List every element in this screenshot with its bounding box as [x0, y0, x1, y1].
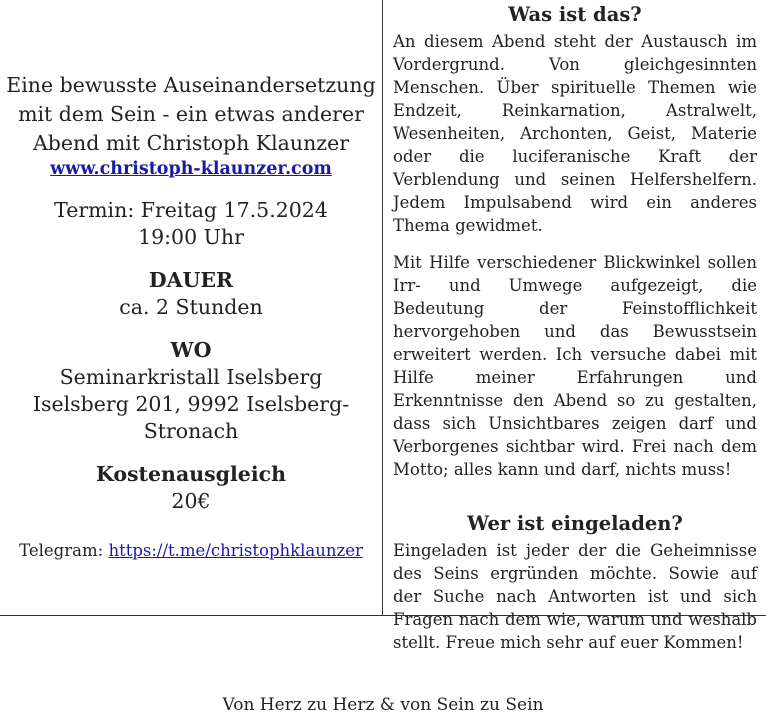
website-link[interactable]: www.christoph-klaunzer.com: [50, 159, 332, 179]
duration-section: [0, 267, 382, 321]
event-intro: Eine bewusste Auseinandersetzung mit dem Sein - ein etwas anderer Abend mit Christoph Klaunzer: [6, 73, 376, 155]
what-is-it-paragraph: An diesem Abend steht der Austausch im Vordergrund. Von gleichgesinnten Menschen. Über spirituelle Themen wie Endzeit, Reinkarnation, Astralwelt, Wesenheiten, Archonten, Geist, Materie oder die luciferanische Kraft der Verblendung und seinen Helfershelfern. Jedem Impulsabend wird ein anderes Thema gewidmet.: [393, 32, 757, 235]
cost-section: [0, 461, 382, 515]
perspective-paragraph: Mit Hilfe verschiedener Blickwinkel sollen Irr- und Umwege aufgezeigt, die Bedeutung der Feinstofflichkeit hervorgehoben und das Bewusstsein erweitert werden. Ich versuche dabei mit Hilfe meiner Erfahrungen und Erkenntnisse den Abend so zu gestalten, dass sich Unsichtbares zeigen darf und Verborgenes sichtbar wird. Frei nach dem Motto; alles kann und darf, nichts muss!: [393, 253, 757, 479]
column-divider: [382, 0, 383, 616]
telegram-label: Telegram:: [19, 541, 104, 560]
duration-heading: DAUER: [148, 268, 234, 292]
what-is-it-heading: Was ist das?: [508, 3, 642, 26]
location-venue: Seminarkristall Iselsberg: [59, 365, 323, 389]
cost-heading: Kostenausgleich: [95, 462, 287, 486]
location-section: [0, 337, 382, 445]
event-date: [0, 197, 382, 251]
telegram-link[interactable]: https://t.me/christophklaunzer: [108, 541, 363, 560]
location-heading: WO: [170, 338, 212, 362]
duration-value: ca. 2 Stunden: [119, 295, 263, 319]
cost-value: 20€: [171, 489, 211, 513]
telegram-line: [0, 540, 382, 562]
event-date-line: Termin: Freitag 17.5.2024: [54, 198, 328, 222]
location-address: Iselsberg 201, 9992 Iselsberg-Stronach: [32, 392, 350, 443]
invitation-paragraph: Eingeladen ist jeder der die Geheimnisse des Seins ergründen möchte. Sowie auf der Suche nach Antworten ist und sich Fragen nach dem wie, warum und weshalb stellt. Freue mich sehr auf euer Kommen!: [393, 541, 757, 652]
footer-motto: Von Herz zu Herz & von Sein zu Sein: [222, 695, 544, 715]
event-time-line: 19:00 Uhr: [138, 225, 244, 249]
who-is-invited-heading: Wer ist eingeladen?: [467, 512, 683, 535]
event-details-column: [0, 0, 382, 615]
description-column: [393, 0, 757, 654]
